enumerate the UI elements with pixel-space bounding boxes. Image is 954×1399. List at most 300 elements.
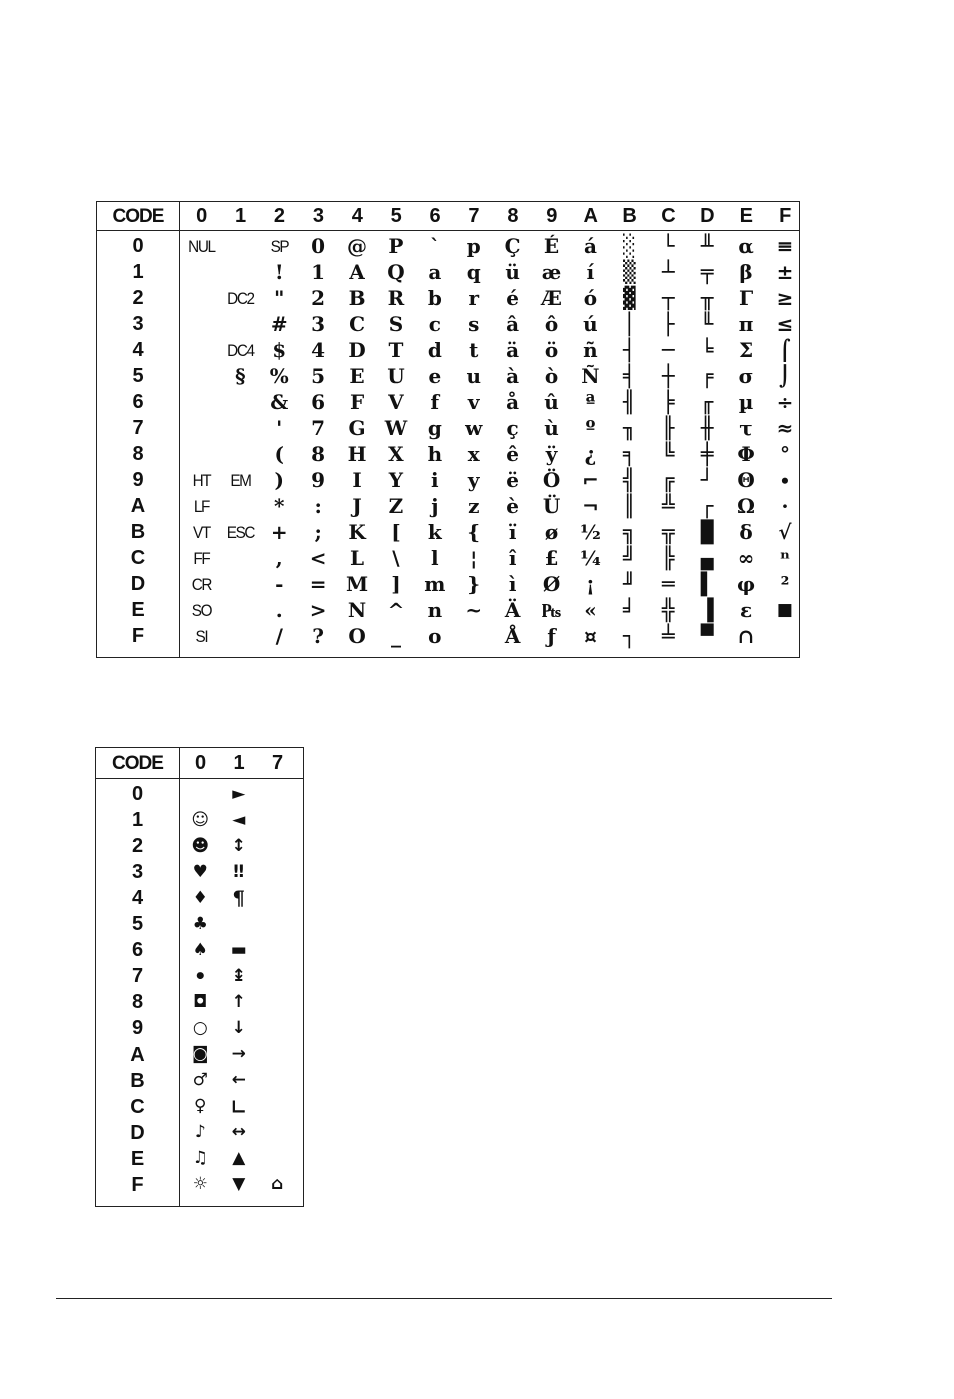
character-cell: ╢ bbox=[623, 389, 636, 414]
character-cell: Y bbox=[388, 468, 404, 492]
character-cell: A bbox=[349, 260, 365, 284]
column-header: 0 bbox=[196, 205, 207, 227]
character-cell: \ bbox=[392, 546, 400, 570]
character-cell: CR bbox=[191, 574, 212, 594]
character-cell bbox=[258, 989, 297, 1015]
character-cell: LF bbox=[193, 496, 210, 516]
character-cell: Σ bbox=[738, 338, 754, 362]
row-header: 9 bbox=[131, 1017, 144, 1040]
character-cell: ë bbox=[506, 468, 519, 492]
character-cell: Q bbox=[387, 260, 405, 284]
row-header: 1 bbox=[132, 261, 144, 283]
character-cell: ╘ bbox=[700, 337, 714, 362]
character-cell: É bbox=[543, 234, 560, 258]
character-cell: _ bbox=[390, 624, 401, 648]
character-cell: X bbox=[388, 442, 404, 466]
character-cell: & bbox=[270, 390, 289, 414]
character-cell: EM bbox=[230, 470, 251, 490]
character-cell: 4 bbox=[311, 338, 326, 362]
column-header: 3 bbox=[312, 205, 324, 227]
character-cell: ► bbox=[232, 783, 246, 804]
code-header: CODE bbox=[112, 752, 163, 774]
character-cell: 2 bbox=[311, 286, 326, 310]
character-cell: DC4 bbox=[227, 340, 254, 360]
character-cell: / bbox=[275, 624, 283, 648]
character-cell: u bbox=[466, 364, 482, 388]
character-cell: ↔ bbox=[231, 1122, 246, 1143]
character-cell bbox=[258, 1068, 297, 1094]
character-cell: ♥ bbox=[192, 861, 208, 882]
character-cell: ü bbox=[505, 260, 520, 284]
character-cell: ♂ bbox=[192, 1070, 208, 1091]
character-cell: V bbox=[388, 390, 404, 414]
character-cell: ò bbox=[544, 364, 559, 388]
character-cell: ¿ bbox=[584, 442, 597, 466]
character-cell: ◙ bbox=[192, 1044, 209, 1065]
character-cell: ô bbox=[544, 312, 559, 336]
character-cell: * bbox=[274, 494, 285, 518]
character-cell: ╠ bbox=[661, 545, 675, 570]
character-cell: ) bbox=[274, 468, 284, 492]
character-cell: L bbox=[350, 546, 365, 570]
character-cell: · bbox=[781, 494, 789, 518]
character-cell: ø bbox=[544, 520, 559, 544]
character-cell: r bbox=[468, 286, 480, 310]
character-cell: Ü bbox=[542, 494, 561, 518]
character-cell: ╩ bbox=[661, 493, 675, 518]
character-cell: ▄ bbox=[700, 545, 714, 570]
character-cell: h bbox=[427, 442, 443, 466]
column-header: 5 bbox=[390, 205, 402, 227]
character-cell: i bbox=[431, 468, 439, 492]
character-cell: 1 bbox=[311, 260, 326, 284]
character-cell: ♪ bbox=[194, 1122, 206, 1143]
character-cell bbox=[182, 389, 221, 415]
character-cell: p bbox=[466, 234, 481, 258]
character-cell: π bbox=[738, 312, 754, 336]
column-header: F bbox=[779, 205, 791, 227]
character-cell: Ñ bbox=[581, 364, 600, 388]
character-cell: ├ bbox=[661, 311, 675, 336]
character-cell: ◄ bbox=[232, 809, 246, 830]
character-cell: ♫ bbox=[192, 1148, 208, 1169]
character-cell: P bbox=[388, 234, 404, 258]
character-cell: ⌡ bbox=[779, 364, 791, 388]
column-header: 1 bbox=[233, 752, 245, 774]
character-cell: ╙ bbox=[700, 311, 714, 336]
character-cell: │ bbox=[623, 311, 636, 336]
character-cell bbox=[221, 233, 260, 259]
character-cell: - bbox=[275, 572, 284, 596]
character-cell: ─ bbox=[661, 337, 675, 362]
character-cell: [ bbox=[391, 520, 401, 544]
character-cell: ♠ bbox=[192, 939, 208, 960]
character-cell bbox=[258, 1146, 297, 1172]
character-cell bbox=[182, 337, 221, 363]
character-cell: β bbox=[739, 260, 753, 284]
character-cell: 9 bbox=[311, 468, 326, 492]
character-cell: g bbox=[427, 416, 442, 440]
column-header: 0 bbox=[194, 752, 206, 774]
character-cell: £ bbox=[544, 546, 559, 570]
character-cell: ╦ bbox=[661, 519, 675, 544]
character-cell: ☺ bbox=[191, 809, 210, 830]
character-cell: δ bbox=[739, 520, 753, 544]
character-cell: ╜ bbox=[623, 571, 636, 596]
character-cell: ▲ bbox=[232, 1148, 246, 1169]
row-header: A bbox=[130, 495, 146, 517]
character-cell: J bbox=[352, 494, 362, 518]
character-cell bbox=[221, 493, 260, 519]
column-header: D bbox=[700, 205, 715, 227]
character-cell: ╨ bbox=[700, 233, 714, 258]
character-cell bbox=[221, 311, 260, 337]
character-cell: 6 bbox=[311, 390, 326, 414]
character-cell bbox=[454, 623, 493, 649]
character-cell: 5 bbox=[311, 364, 326, 388]
row-header: 4 bbox=[132, 339, 144, 361]
character-cell bbox=[258, 1015, 297, 1041]
character-cell: ? bbox=[312, 624, 324, 648]
character-cell: α bbox=[738, 234, 754, 258]
character-cell: ▒ bbox=[623, 259, 636, 284]
character-cell: ▀ bbox=[700, 623, 714, 648]
character-cell: W bbox=[384, 416, 408, 440]
character-cell: ú bbox=[583, 312, 598, 336]
character-cell bbox=[182, 259, 221, 285]
character-cell: ~ bbox=[465, 598, 483, 622]
character-cell: : bbox=[314, 494, 322, 518]
character-cell: @ bbox=[347, 234, 368, 258]
character-cell bbox=[258, 885, 297, 911]
character-cell: ] bbox=[391, 572, 401, 596]
character-cell: ╚ bbox=[661, 441, 675, 466]
column-header: B bbox=[622, 205, 637, 227]
character-cell: E bbox=[349, 364, 365, 388]
character-cell: ┤ bbox=[623, 337, 636, 362]
character-cell: ± bbox=[776, 260, 794, 284]
character-cell: v bbox=[467, 390, 480, 414]
character-cell: φ bbox=[736, 572, 756, 596]
character-cell: ⁿ bbox=[779, 546, 791, 570]
column-header: 4 bbox=[351, 205, 363, 227]
character-cell: l bbox=[431, 546, 439, 570]
character-cell: ESC bbox=[226, 522, 255, 542]
character-cell: NUL bbox=[188, 236, 215, 256]
character-cell: ╬ bbox=[661, 597, 675, 622]
character-cell bbox=[181, 781, 220, 807]
character-cell: é bbox=[506, 286, 519, 310]
character-cell: Φ bbox=[737, 442, 755, 466]
character-cell: à bbox=[506, 364, 520, 388]
character-cell: ┌ bbox=[700, 493, 714, 518]
character-cell bbox=[182, 311, 221, 337]
character-cell bbox=[182, 285, 221, 311]
character-cell: ╛ bbox=[623, 597, 636, 622]
character-cell bbox=[221, 441, 260, 467]
row-header: 2 bbox=[132, 287, 144, 309]
character-cell: G bbox=[348, 416, 366, 440]
character-cell: w bbox=[465, 416, 483, 440]
character-cell: ╫ bbox=[700, 415, 714, 440]
character-cell: ¤ bbox=[584, 624, 597, 648]
character-cell: ┬ bbox=[661, 285, 675, 310]
character-cell: = bbox=[309, 572, 327, 596]
row-header: A bbox=[130, 1043, 145, 1066]
character-cell: ┴ bbox=[661, 259, 675, 284]
character-cell: ( bbox=[274, 442, 284, 466]
character-cell: ∟ bbox=[230, 1094, 248, 1119]
character-cell: ∞ bbox=[737, 546, 755, 570]
character-cell: ↕ bbox=[231, 835, 246, 856]
character-cell: ╗ bbox=[623, 519, 636, 544]
character-cell: 7 bbox=[311, 416, 326, 440]
character-cell: î bbox=[508, 546, 517, 570]
character-cell: ' bbox=[276, 416, 283, 440]
character-cell: √ bbox=[778, 520, 792, 544]
character-cell: C bbox=[349, 312, 365, 336]
character-cell: ₧ bbox=[541, 598, 562, 622]
character-cell: ¬ bbox=[582, 494, 599, 518]
character-cell: ♣ bbox=[192, 913, 208, 934]
character-cell: í bbox=[586, 260, 595, 284]
row-header: 2 bbox=[131, 835, 144, 858]
character-cell: < bbox=[309, 546, 327, 570]
character-cell: , bbox=[275, 546, 283, 570]
character-cell: e bbox=[428, 364, 442, 388]
character-cell: « bbox=[584, 598, 597, 622]
row-header: E bbox=[131, 599, 145, 621]
row-header: 5 bbox=[131, 913, 144, 936]
character-cell: → bbox=[231, 1044, 246, 1065]
character-cell: 8 bbox=[311, 442, 326, 466]
character-cell: ☻ bbox=[191, 835, 210, 856]
character-cell: HT bbox=[192, 470, 211, 490]
character-cell: DC2 bbox=[227, 288, 254, 308]
character-cell bbox=[258, 807, 297, 833]
character-cell: t bbox=[469, 338, 479, 362]
character-cell: % bbox=[269, 364, 289, 388]
character-cell: ` bbox=[429, 234, 440, 258]
character-cell: ì bbox=[508, 572, 517, 596]
character-cell: O bbox=[348, 624, 366, 648]
character-cell: └ bbox=[661, 233, 675, 258]
character-cell: ¡ bbox=[586, 572, 595, 596]
row-header: B bbox=[130, 1069, 145, 1092]
character-cell bbox=[258, 1042, 297, 1068]
character-cell: K bbox=[348, 520, 366, 544]
character-cell: H bbox=[347, 442, 367, 466]
character-cell bbox=[766, 623, 805, 649]
character-cell: ╥ bbox=[700, 285, 714, 310]
row-header: 4 bbox=[131, 887, 144, 910]
column-header: 7 bbox=[468, 205, 480, 227]
character-cell: ½ bbox=[580, 520, 601, 544]
row-header: E bbox=[130, 1147, 145, 1170]
row-header: 8 bbox=[131, 991, 144, 1014]
character-cell: ù bbox=[544, 416, 559, 440]
character-cell: ¦ bbox=[470, 546, 478, 570]
character-cell: ÿ bbox=[545, 442, 558, 466]
main-character-code-table bbox=[96, 201, 800, 658]
character-cell: a bbox=[428, 260, 442, 284]
character-cell: ² bbox=[780, 572, 790, 596]
character-cell: ° bbox=[779, 442, 790, 466]
character-cell: VT bbox=[193, 522, 210, 542]
row-header: 0 bbox=[131, 783, 144, 806]
character-cell: Ω bbox=[737, 494, 755, 518]
character-cell: S bbox=[388, 312, 404, 336]
character-cell: Ç bbox=[504, 234, 521, 258]
character-cell: T bbox=[388, 338, 404, 362]
character-cell: Ö bbox=[542, 468, 561, 492]
character-cell: + bbox=[270, 520, 288, 544]
character-cell: ¼ bbox=[580, 546, 601, 570]
column-header: 8 bbox=[507, 205, 518, 227]
character-cell: ┼ bbox=[661, 363, 675, 388]
character-cell: ▐ bbox=[700, 597, 714, 622]
character-cell: ╒ bbox=[700, 363, 714, 388]
character-cell: ç bbox=[506, 416, 519, 440]
character-cell: Ä bbox=[504, 598, 521, 622]
character-cell: º bbox=[585, 416, 596, 440]
character-cell: ╝ bbox=[623, 545, 636, 570]
character-cell: ╧ bbox=[661, 623, 675, 648]
character-cell: ╕ bbox=[623, 441, 636, 466]
code-header: CODE bbox=[112, 205, 164, 227]
column-header: 2 bbox=[273, 205, 285, 227]
character-cell: I bbox=[352, 468, 362, 492]
row-header: F bbox=[131, 1173, 144, 1196]
character-cell: M bbox=[345, 572, 369, 596]
character-cell: ┘ bbox=[700, 467, 714, 492]
character-cell: Ø bbox=[542, 572, 561, 596]
character-cell: ╤ bbox=[700, 259, 714, 284]
character-cell: . bbox=[275, 598, 283, 622]
row-header: C bbox=[130, 547, 146, 569]
column-header: 7 bbox=[271, 752, 283, 774]
row-header: 1 bbox=[131, 809, 144, 832]
character-cell: n bbox=[427, 598, 443, 622]
character-cell: ! bbox=[274, 260, 284, 284]
character-cell: ← bbox=[231, 1070, 246, 1091]
character-cell: # bbox=[270, 312, 288, 336]
row-header: 5 bbox=[132, 365, 144, 387]
character-cell: ‼ bbox=[233, 861, 245, 882]
row-header: 3 bbox=[132, 313, 144, 335]
character-cell: B bbox=[348, 286, 366, 310]
character-cell: ↨ bbox=[231, 965, 246, 986]
column-header: 6 bbox=[429, 205, 441, 227]
character-cell: j bbox=[431, 494, 439, 518]
column-header: 1 bbox=[235, 205, 246, 227]
character-cell: § bbox=[235, 364, 246, 388]
row-header: B bbox=[130, 521, 146, 543]
character-cell: ╡ bbox=[623, 363, 636, 388]
character-cell: ☼ bbox=[192, 1174, 208, 1195]
character-cell: k bbox=[427, 520, 442, 544]
character-cell: ░ bbox=[623, 233, 636, 258]
character-cell: } bbox=[467, 572, 481, 596]
character-cell: ö bbox=[544, 338, 559, 362]
row-header: D bbox=[130, 1121, 145, 1144]
character-cell: á bbox=[583, 234, 597, 258]
header-rule bbox=[96, 778, 303, 779]
character-cell: ó bbox=[583, 286, 598, 310]
character-cell: ≈ bbox=[776, 416, 794, 440]
character-cell: ∩ bbox=[737, 624, 755, 648]
character-cell: ï bbox=[508, 520, 517, 544]
character-cell: ¶ bbox=[232, 886, 246, 911]
character-cell: ÷ bbox=[776, 390, 794, 414]
character-cell: m bbox=[424, 572, 446, 596]
character-cell: U bbox=[387, 364, 405, 388]
character-cell bbox=[258, 859, 297, 885]
row-header: 9 bbox=[132, 469, 144, 491]
character-cell: ▓ bbox=[623, 285, 636, 310]
character-cell: • bbox=[193, 964, 207, 989]
character-cell: ◘ bbox=[193, 991, 208, 1012]
column-header: A bbox=[583, 205, 598, 227]
row-header: 7 bbox=[132, 417, 144, 439]
character-cell: Γ bbox=[738, 286, 754, 310]
header-rule bbox=[97, 230, 799, 231]
character-cell: Æ bbox=[541, 286, 562, 310]
character-cell: 3 bbox=[311, 312, 326, 336]
character-cell: 0 bbox=[311, 234, 326, 258]
character-cell: ╪ bbox=[700, 441, 714, 466]
character-cell: ≤ bbox=[776, 312, 794, 336]
character-cell: ▌ bbox=[700, 571, 714, 596]
row-header: 7 bbox=[131, 965, 144, 988]
character-cell: σ bbox=[738, 364, 754, 388]
character-cell: x bbox=[467, 442, 480, 466]
character-cell bbox=[182, 441, 221, 467]
character-cell bbox=[221, 597, 260, 623]
character-cell: c bbox=[428, 312, 441, 336]
character-cell: ○ bbox=[192, 1017, 208, 1038]
character-cell bbox=[221, 415, 260, 441]
character-cell bbox=[221, 389, 260, 415]
character-cell: f bbox=[430, 390, 440, 414]
row-header: C bbox=[130, 1095, 145, 1118]
character-cell bbox=[258, 963, 297, 989]
character-cell: è bbox=[506, 494, 519, 518]
character-cell: ê bbox=[506, 442, 519, 466]
symbol-character-code-table bbox=[95, 747, 304, 1207]
character-cell: Z bbox=[388, 494, 404, 518]
character-cell: z bbox=[468, 494, 480, 518]
character-cell: ╟ bbox=[661, 415, 675, 440]
character-cell bbox=[220, 911, 259, 937]
character-cell: s bbox=[468, 312, 480, 336]
character-cell: FF bbox=[193, 548, 210, 568]
row-header: F bbox=[131, 625, 145, 647]
character-cell: û bbox=[544, 390, 559, 414]
character-cell: â bbox=[506, 312, 520, 336]
character-cell: ≡ bbox=[776, 234, 794, 258]
character-cell: Å bbox=[504, 624, 521, 648]
row-header: 0 bbox=[132, 235, 144, 257]
character-cell: ╖ bbox=[623, 415, 636, 440]
character-cell bbox=[258, 1120, 297, 1146]
character-cell: ╞ bbox=[661, 389, 675, 414]
character-cell bbox=[258, 833, 297, 859]
character-cell bbox=[182, 363, 221, 389]
column-header: 9 bbox=[546, 205, 557, 227]
character-cell: τ bbox=[739, 416, 753, 440]
character-cell: ñ bbox=[583, 338, 598, 362]
